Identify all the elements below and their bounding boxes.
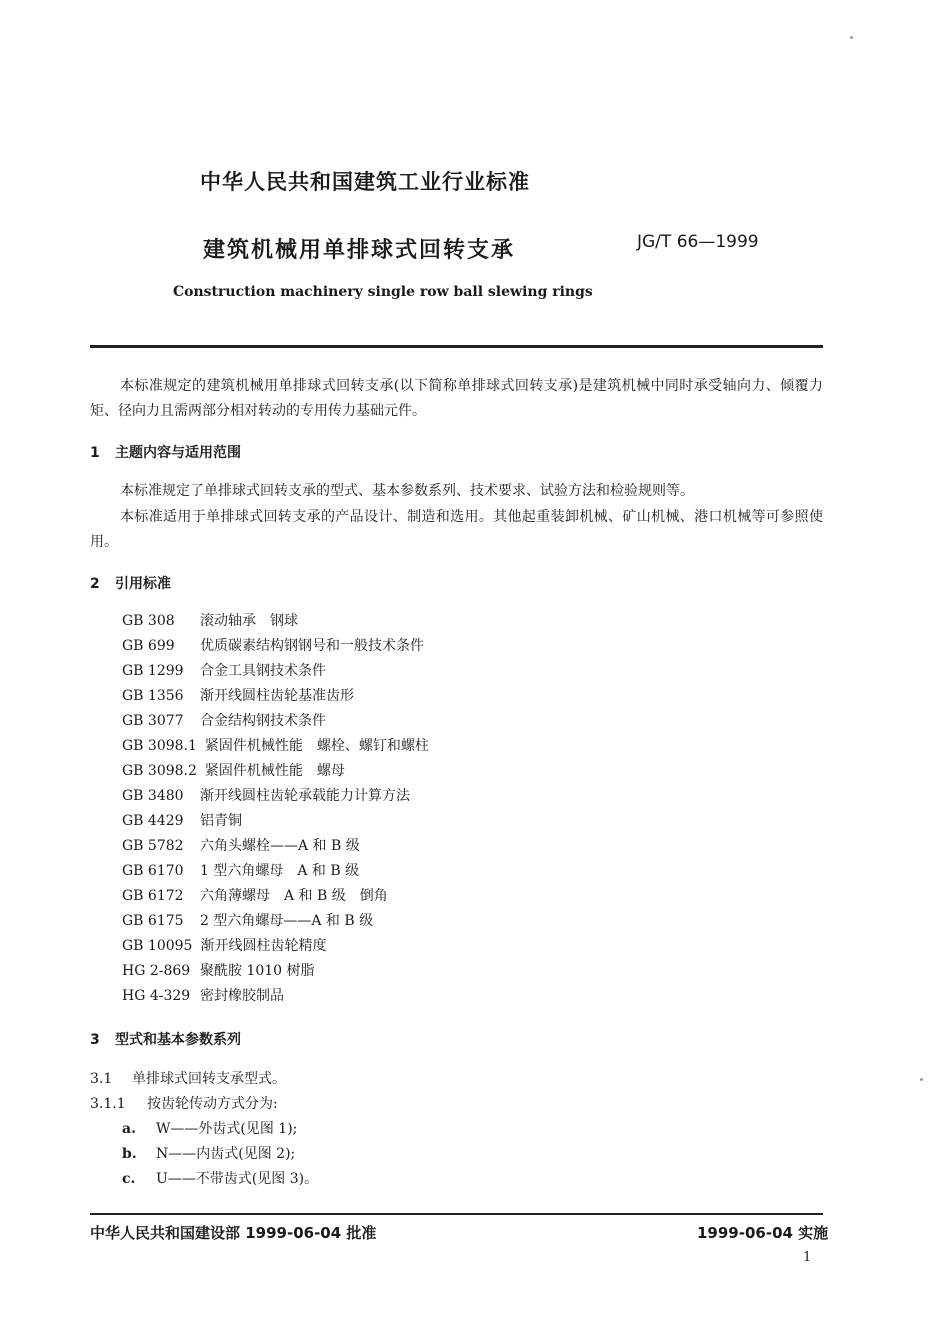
section-2-number: 2 [90,576,100,592]
reference-code: GB 3098.1 [122,738,197,754]
english-title: Construction machinery single row ball slewing rings [173,284,593,300]
document-title: 建筑机械用单排球式回转支承 [203,238,516,263]
reference-item [122,959,429,984]
reference-code: GB 6172 [122,888,184,904]
reference-name: 聚酰胺 1010 树脂 [200,963,315,979]
reference-code: HG 2-869 [122,963,191,979]
reference-list [122,609,429,1009]
reference-name: 合金结构钢技术条件 [200,713,326,729]
reference-item [122,784,429,809]
reference-item [122,884,429,909]
reference-code: GB 3098.2 [122,763,197,779]
list-item-text: N——内齿式(见图 2); [156,1146,296,1162]
reference-code: GB 3077 [122,713,184,729]
reference-code: GB 6170 [122,863,184,879]
reference-code: GB 4429 [122,813,184,829]
reference-name: 密封橡胶制品 [200,988,284,1004]
reference-item [122,934,429,959]
reference-code: GB 1299 [122,663,184,679]
section-2-title: 引用标准 [115,576,171,592]
reference-code: GB 6175 [122,913,184,929]
reference-code: GB 3480 [122,788,184,804]
section-1-title: 主题内容与适用范围 [115,445,241,461]
subsection-3-1-number: 3.1 [90,1071,113,1087]
reference-item [122,734,429,759]
standard-code: JG/T 66—1999 [637,232,759,252]
reference-item [122,984,429,1009]
reference-name: 1 型六角螺母 A 和 B 级 [200,863,360,879]
approval-line: 中华人民共和国建设部 1999-06-04 批准 [90,1224,377,1242]
org-header: 中华人民共和国建筑工业行业标准 [200,170,530,194]
reference-name: 紧固件机械性能 螺栓、螺钉和螺柱 [204,738,429,754]
reference-item [122,859,429,884]
reference-name: 紧固件机械性能 螺母 [204,763,345,779]
list-item [122,1118,297,1138]
scan-speck [850,36,853,39]
reference-name: 2 型六角螺母——A 和 B 级 [200,913,374,929]
section-1-number: 1 [90,445,100,461]
reference-code: GB 10095 [122,938,193,954]
subsection-3-1 [90,1068,286,1088]
reference-name: 铝青铜 [200,813,242,829]
footer-rule [90,1213,823,1215]
subsection-3-1-1 [90,1093,278,1113]
reference-code: GB 308 [122,613,175,629]
reference-name: 渐开线圆柱齿轮基准齿形 [200,688,354,704]
reference-item [122,609,429,634]
section-1-heading [90,442,241,462]
list-item-text: W——外齿式(见图 1); [156,1121,298,1137]
list-item-label: a. [122,1121,136,1137]
section-3-heading [90,1029,241,1049]
page-number: 1 [803,1250,812,1265]
reference-name: 六角头螺栓——A 和 B 级 [200,838,360,854]
implementation-date: 1999-06-04 实施 [697,1224,829,1242]
list-item [122,1143,295,1163]
section-1-para-2: 本标准适用于单排球式回转支承的产品设计、制造和选用。其他起重装卸机械、矿山机械、港口机械等可参照使用。 [90,509,823,550]
section-1-para-1: 本标准规定了单排球式回转支承的型式、基本参数系列、技术要求、试验方法和检验规则等。 [120,483,694,499]
reference-code: HG 4-329 [122,988,191,1004]
intro-paragraph: 本标准规定的建筑机械用单排球式回转支承(以下简称单排球式回转支承)是建筑机械中同时承受轴向力、倾覆力矩、径向力且需两部分相对转动的专用传力基础元件。 [90,378,823,419]
reference-item [122,684,429,709]
reference-code: GB 5782 [122,838,184,854]
list-item-label: c. [122,1171,136,1187]
reference-code: GB 1356 [122,688,184,704]
section-3-number: 3 [90,1032,100,1048]
reference-code: GB 699 [122,638,175,654]
scan-speck [920,1078,923,1081]
reference-name: 优质碳素结构钢钢号和一般技术条件 [200,638,424,654]
reference-name: 渐开线圆柱齿轮精度 [200,938,327,954]
reference-item [122,634,429,659]
reference-item [122,659,429,684]
reference-name: 六角薄螺母 A 和 B 级 倒角 [200,888,388,904]
reference-item [122,909,429,934]
list-item [122,1168,318,1188]
section-2-heading [90,573,171,593]
list-item-label: b. [122,1146,137,1162]
list-item-text: U——不带齿式(见图 3)。 [156,1171,319,1187]
reference-item [122,709,429,734]
subsection-3-1-1-number: 3.1.1 [90,1096,126,1112]
reference-item [122,834,429,859]
reference-name: 滚动轴承 钢球 [200,613,298,629]
reference-item [122,759,429,784]
reference-item [122,809,429,834]
reference-name: 合金工具钢技术条件 [200,663,326,679]
header-rule [90,345,823,348]
subsection-3-1-1-text: 按齿轮传动方式分为: [147,1096,278,1112]
section-3-title: 型式和基本参数系列 [115,1032,241,1048]
reference-name: 渐开线圆柱齿轮承载能力计算方法 [200,788,410,804]
subsection-3-1-text: 单排球式回转支承型式。 [132,1071,286,1087]
